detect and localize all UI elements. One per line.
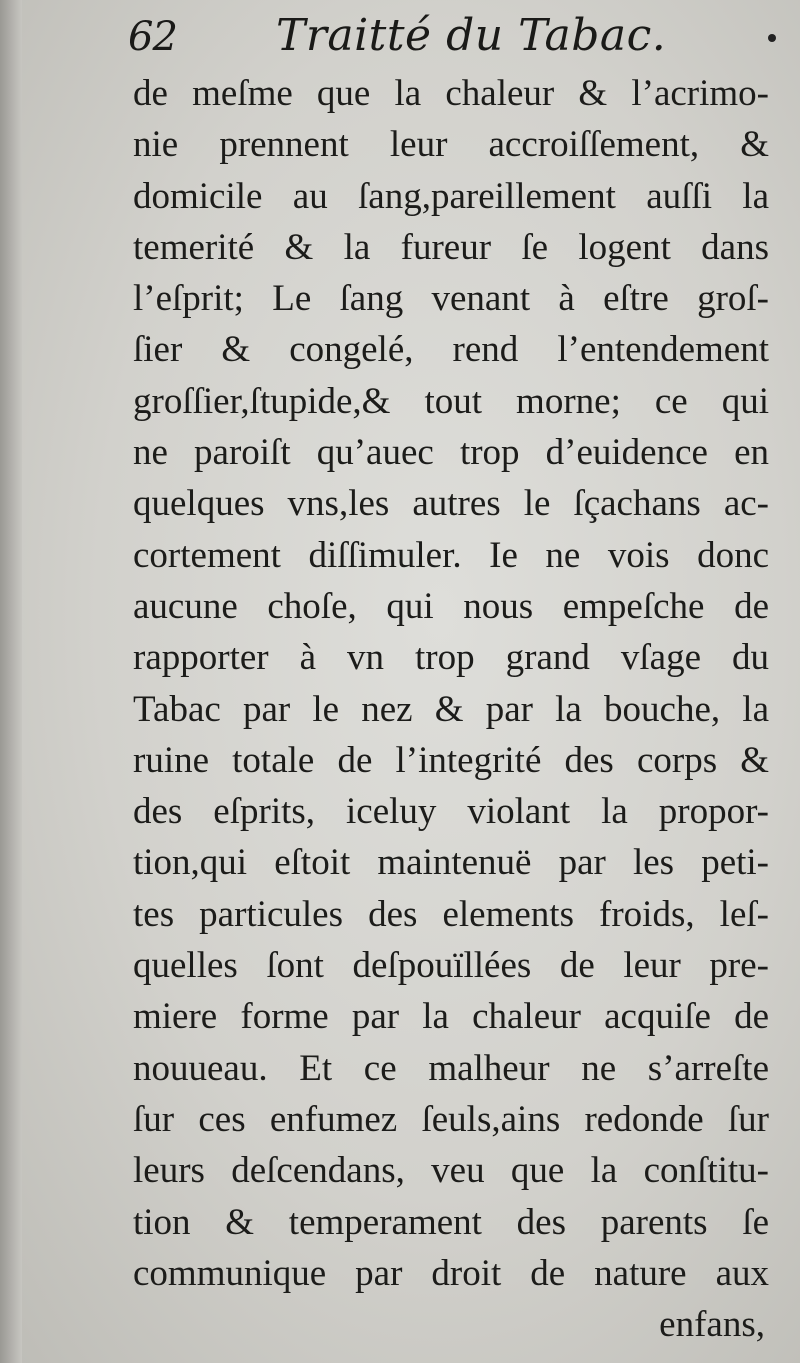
running-title: Traitté du Tabac. [276,10,667,61]
text-line: ſier & congelé, rend l’entendement [133,329,769,371]
catchword: enfans, [659,1304,765,1346]
ink-speck [768,34,776,42]
text-line: domicile au ſang,pareillement auſſi la [133,175,769,217]
body-text [133,68,769,1350]
text-line: nouueau. Et ce malheur ne s’arreſte [133,1047,769,1089]
text-line: ruine totale de l’integrité des corps & [133,739,769,781]
text-line: communique par droit de nature aux [133,1252,769,1294]
text-line: cortement diſſimuler. Ie ne vois donc [133,534,769,576]
text-line: Tabac par le nez & par la bouche, la [133,688,769,730]
text-line: tion & temperament des parents ſe [133,1201,769,1243]
text-line: leurs deſcendans, veu que la conſtitu- [133,1150,769,1192]
text-line: aucune choſe, qui nous empeſche de [133,585,769,627]
text-line: groſſier,ſtupide,& tout morne; ce qui [133,380,769,422]
text-line: temerité & la fureur ſe logent dans [133,226,769,268]
text-line: de meſme que la chaleur & l’acrimo- [133,73,769,114]
text-line: quelques vns,les autres le ſçachans ac- [133,483,769,525]
text-line: ſur ces enfumez ſeuls,ains redonde ſur [133,1098,769,1140]
text-line: l’eſprit; Le ſang venant à eſtre groſ- [133,278,769,320]
text-line: ne paroiſt qu’auec trop d’euidence en [133,432,769,474]
text-line: rapporter à vn trop grand vſage du [133,637,769,679]
text-line: des eſprits, iceluy violant la propor- [133,791,769,833]
page-gutter-shadow [0,0,22,1363]
text-line: nie prennent leur accroiſſement, & [133,124,769,166]
text-line: miere forme par la chaleur acquiſe de [133,996,769,1038]
text-line: tes particules des elements froids, leſ- [133,893,769,935]
text-line: tion,qui eſtoit maintenuë par les peti- [133,842,769,884]
page-number: 62 [128,14,177,60]
page-header [128,8,768,70]
text-line: quelles ſont deſpouïllées de leur pre- [133,945,769,987]
